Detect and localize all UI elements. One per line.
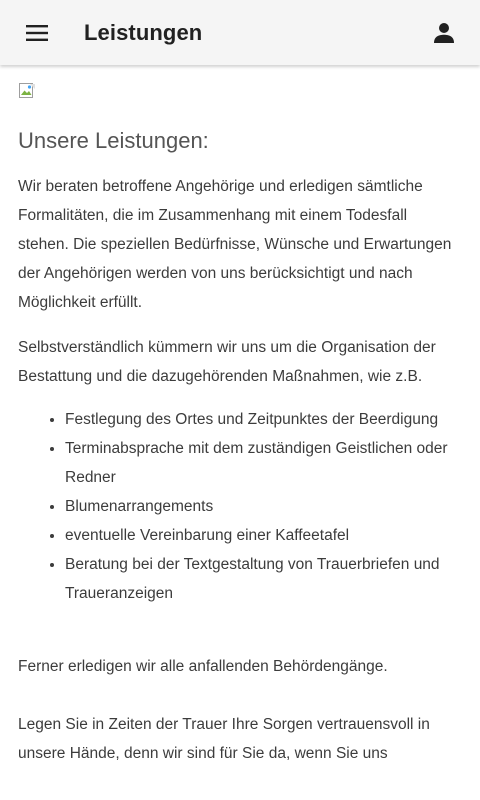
hamburger-menu-icon[interactable]	[24, 20, 50, 46]
authorities-paragraph: Ferner erledigen wir alle anfallenden Behördengänge.	[18, 658, 388, 676]
broken-image-icon	[18, 82, 36, 100]
app-bar	[0, 0, 480, 65]
page-title: Leistungen	[84, 19, 203, 45]
list-item: • Blumenarrangements	[65, 492, 462, 521]
services-list	[18, 405, 462, 608]
section-heading: Unsere Leistungen:	[18, 128, 209, 153]
person-icon[interactable]	[430, 19, 458, 47]
list-item: • Terminabsprache mit dem zuständigen Geistlichen oder Redner	[65, 434, 462, 492]
list-item: • Festlegung des Ortes und Zeitpunktes der Beerdigung	[65, 405, 462, 434]
list-item: • Beratung bei der Textgestaltung von Trauerbriefen und Traueranzeigen	[65, 550, 462, 608]
main-content	[0, 65, 480, 800]
intro-paragraph: Wir beraten betroffene Angehörige und erledigen sämtliche Formalitäten, die im Zusammenhang mit einem Todesfall stehen. Die speziellen Bedürfnisse, Wünsche und Erwartungen der Angehörigen werden von uns berücksichtigt und nach Möglichkeit erfüllt.	[18, 178, 452, 312]
list-item: • eventuelle Vereinbarung einer Kaffeetafel	[65, 521, 462, 550]
organisation-paragraph: Selbstverständlich kümmern wir uns um die Organisation der Bestattung und die dazugehörenden Maßnahmen, wie z.B.	[18, 339, 436, 386]
closing-paragraph: Legen Sie in Zeiten der Trauer Ihre Sorgen vertrauensvoll in unsere Hände, denn wir sind für Sie da, wenn Sie uns	[18, 716, 430, 763]
